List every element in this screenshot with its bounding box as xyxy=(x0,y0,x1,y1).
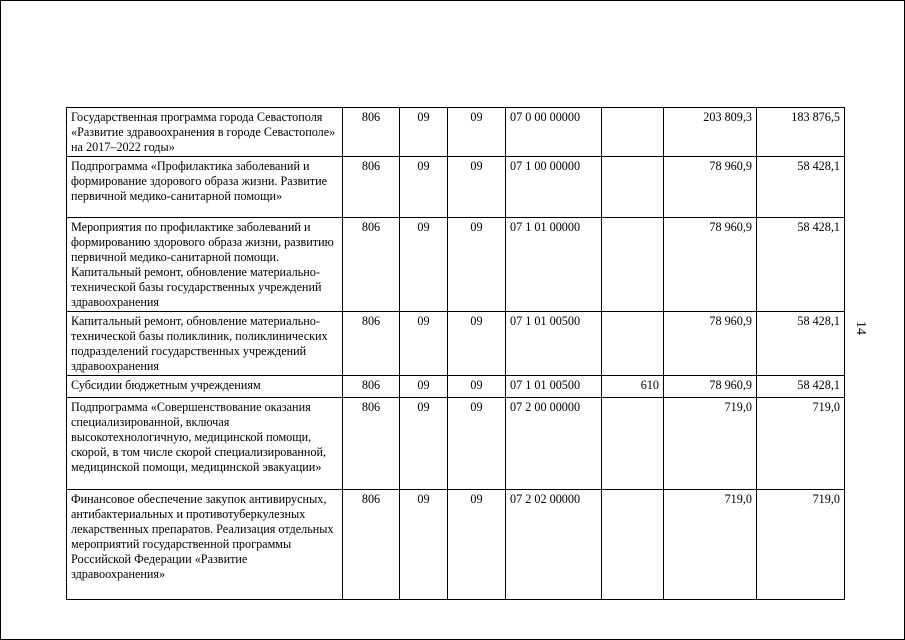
row-name: Капитальный ремонт, обновление материально-технической базы поликлиник, поликлинических подразделений государственных учреждений здравоохранения xyxy=(67,312,343,376)
row-vr xyxy=(602,312,664,376)
row-pr: 09 xyxy=(448,376,506,398)
row-pr: 09 xyxy=(448,490,506,600)
row-pr: 09 xyxy=(448,398,506,490)
row-rz: 09 xyxy=(400,398,448,490)
row-pr: 09 xyxy=(448,157,506,218)
row-rz: 09 xyxy=(400,218,448,312)
row-rz: 09 xyxy=(400,376,448,398)
row-rz: 09 xyxy=(400,157,448,218)
row-csr: 07 1 01 00500 xyxy=(506,376,602,398)
row-name: Государственная программа города Севастополя «Развитие здравоохранения в городе Севастополе» на 2017–2022 годы» xyxy=(67,108,343,157)
row-csr: 07 2 02 00000 xyxy=(506,490,602,600)
table-row xyxy=(67,376,845,398)
row-sum-2: 719,0 xyxy=(757,398,845,490)
row-pr: 09 xyxy=(448,312,506,376)
row-name: Подпрограмма «Профилактика заболеваний и формирование здорового образа жизни. Развитие первичной медико-санитарной помощи» xyxy=(67,157,343,218)
row-vr xyxy=(602,157,664,218)
row-sum-1: 719,0 xyxy=(664,398,757,490)
row-sum-2: 58 428,1 xyxy=(757,157,845,218)
row-name: Субсидии бюджетным учреждениям xyxy=(67,376,343,398)
row-vr xyxy=(602,398,664,490)
row-sum-2: 58 428,1 xyxy=(757,376,845,398)
row-sum-1: 78 960,9 xyxy=(664,376,757,398)
row-grbs: 806 xyxy=(343,398,400,490)
row-grbs: 806 xyxy=(343,312,400,376)
row-rz: 09 xyxy=(400,108,448,157)
table-row xyxy=(67,490,845,600)
row-name: Мероприятия по профилактике заболеваний и формированию здорового образа жизни, развитию первичной медико-санитарной помощи. Капитальный ремонт, обновление материально-технической базы государственных учреждений здравоохранения xyxy=(67,218,343,312)
row-sum-1: 203 809,3 xyxy=(664,108,757,157)
row-sum-2: 58 428,1 xyxy=(757,312,845,376)
table-row xyxy=(67,157,845,218)
row-vr xyxy=(602,108,664,157)
row-csr: 07 1 00 00000 xyxy=(506,157,602,218)
row-pr: 09 xyxy=(448,218,506,312)
row-csr: 07 0 00 00000 xyxy=(506,108,602,157)
row-vr xyxy=(602,490,664,600)
row-rz: 09 xyxy=(400,312,448,376)
row-vr: 610 xyxy=(602,376,664,398)
row-pr: 09 xyxy=(448,108,506,157)
table-row xyxy=(67,218,845,312)
row-sum-2: 719,0 xyxy=(757,490,845,600)
row-csr: 07 1 01 00000 xyxy=(506,218,602,312)
budget-table xyxy=(66,107,845,600)
row-vr xyxy=(602,218,664,312)
row-grbs: 806 xyxy=(343,157,400,218)
table-row xyxy=(67,312,845,376)
row-grbs: 806 xyxy=(343,218,400,312)
row-csr: 07 1 01 00500 xyxy=(506,312,602,376)
page-number: 14 xyxy=(853,321,868,335)
row-sum-2: 58 428,1 xyxy=(757,218,845,312)
table-row xyxy=(67,108,845,157)
row-sum-1: 78 960,9 xyxy=(664,157,757,218)
row-grbs: 806 xyxy=(343,490,400,600)
row-name: Финансовое обеспечение закупок антивирусных, антибактериальных и противотуберкулезных лекарственных препаратов. Реализация отдельных мероприятий государственной программы Российской Федерации «Развитие здравоохранения» xyxy=(67,490,343,600)
row-rz: 09 xyxy=(400,490,448,600)
row-sum-1: 78 960,9 xyxy=(664,312,757,376)
row-grbs: 806 xyxy=(343,376,400,398)
row-sum-2: 183 876,5 xyxy=(757,108,845,157)
row-csr: 07 2 00 00000 xyxy=(506,398,602,490)
row-sum-1: 719,0 xyxy=(664,490,757,600)
row-sum-1: 78 960,9 xyxy=(664,218,757,312)
table-row xyxy=(67,398,845,490)
row-grbs: 806 xyxy=(343,108,400,157)
row-name: Подпрограмма «Совершенствование оказания специализированной, включая высокотехнологичную, медицинской помощи, скорой, в том числе скорой специализированной, медицинской помощи, медицинской эвакуации» xyxy=(67,398,343,490)
